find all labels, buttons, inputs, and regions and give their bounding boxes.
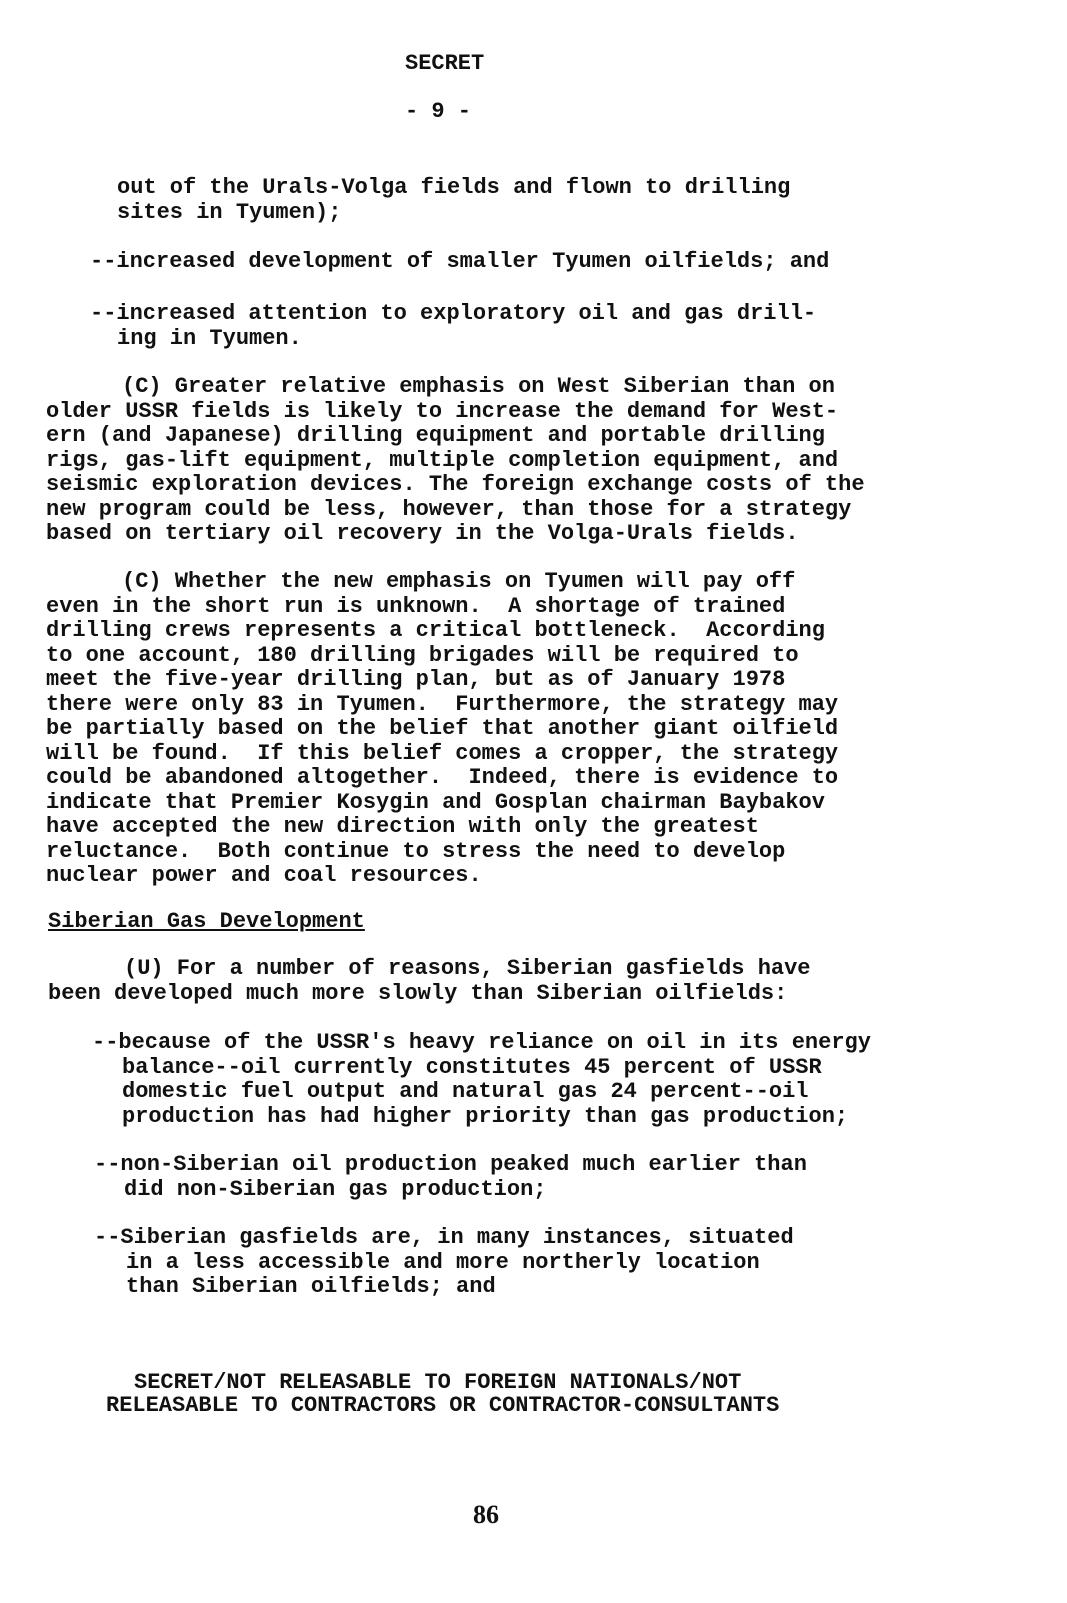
text-line: based on tertiary oil recovery in the Volga-Urals fields. xyxy=(46,521,799,546)
text-line: meet the five-year drilling plan, but as of January 1978 xyxy=(46,667,786,692)
text-line: in a less accessible and more northerly location xyxy=(126,1249,760,1275)
text-line: sites in Tyumen); xyxy=(117,199,342,225)
text-line: been developed much more slowly than Siberian oilfields: xyxy=(48,980,788,1006)
paragraph-emphasis xyxy=(46,375,865,547)
bullet-peaked xyxy=(94,1153,807,1202)
text-line: --increased attention to exploratory oil and gas drill- xyxy=(90,301,817,326)
text-line: --Siberian gasfields are, in many instances, situated xyxy=(94,1225,794,1250)
text-line: could be abandoned altogether. Indeed, there is evidence to xyxy=(46,765,839,790)
bullet-location xyxy=(94,1226,794,1300)
text-line: than Siberian oilfields; and xyxy=(126,1274,496,1299)
text-line: reluctance. Both continue to stress the need to develop xyxy=(46,838,786,864)
text-line: did non-Siberian gas production; xyxy=(124,1176,547,1202)
release-restriction-line-2: RELEASABLE TO CONTRACTORS OR CONTRACTOR-CONSULTANTS xyxy=(106,1393,780,1418)
text-line: be partially based on the belief that another giant oilfield xyxy=(46,716,839,741)
text-line: seismic exploration devices. The foreign exchange costs of the xyxy=(46,472,865,497)
text-line: even in the short run is unknown. A shortage of trained xyxy=(46,593,786,619)
text-line: have accepted the new direction with only the greatest xyxy=(46,814,759,839)
paragraph-payoff xyxy=(46,570,838,889)
bullet-exploratory xyxy=(90,302,816,351)
continuation-text xyxy=(117,176,790,225)
text-line: to one account, 180 drilling brigades will be required to xyxy=(46,642,799,668)
text-line: (C) Whether the new emphasis on Tyumen will pay off xyxy=(122,569,796,594)
text-line: (U) For a number of reasons, Siberian gasfields have xyxy=(124,956,811,981)
section-heading: Siberian Gas Development xyxy=(48,909,365,934)
text-line: ern (and Japanese) drilling equipment and portable drilling xyxy=(46,423,825,448)
text-line: --because of the USSR's heavy reliance on oil in its energy xyxy=(92,1030,871,1055)
text-line: there were only 83 in Tyumen. Furthermore, the strategy may xyxy=(46,691,839,717)
text-line: indicate that Premier Kosygin and Gosplan chairman Baybakov xyxy=(46,789,825,815)
text-line: drilling crews represents a critical bottleneck. According xyxy=(46,618,825,643)
text-line: nuclear power and coal resources. xyxy=(46,863,482,888)
page-number: 86 xyxy=(473,1500,499,1529)
text-line: new program could be less, however, than those for a strategy xyxy=(46,496,852,522)
text-line: production has had higher priority than gas production; xyxy=(122,1103,849,1129)
text-line: out of the Urals-Volga fields and flown to drilling xyxy=(117,175,791,200)
paragraph-gas-intro xyxy=(48,957,811,1006)
text-line: balance--oil currently constitutes 45 percent of USSR xyxy=(122,1054,822,1080)
text-line: ing in Tyumen. xyxy=(117,325,302,351)
bullet-smaller-fields: --increased development of smaller Tyumen oilfields; and xyxy=(90,249,830,274)
text-line: --non-Siberian oil production peaked much earlier than xyxy=(94,1152,807,1177)
page-marker: - 9 - xyxy=(405,99,472,124)
classification-header: SECRET xyxy=(405,51,485,76)
text-line: rigs, gas-lift equipment, multiple completion equipment, and xyxy=(46,447,839,473)
text-line: older USSR fields is likely to increase the demand for West- xyxy=(46,398,839,424)
text-line: will be found. If this belief comes a cropper, the strategy xyxy=(46,740,839,766)
release-restriction-line-1: SECRET/NOT RELEASABLE TO FOREIGN NATIONALS/NOT xyxy=(134,1370,742,1395)
text-line: domestic fuel output and natural gas 24 percent--oil xyxy=(122,1079,809,1104)
text-line: (C) Greater relative emphasis on West Siberian than on xyxy=(122,374,835,399)
bullet-reliance xyxy=(92,1031,871,1129)
